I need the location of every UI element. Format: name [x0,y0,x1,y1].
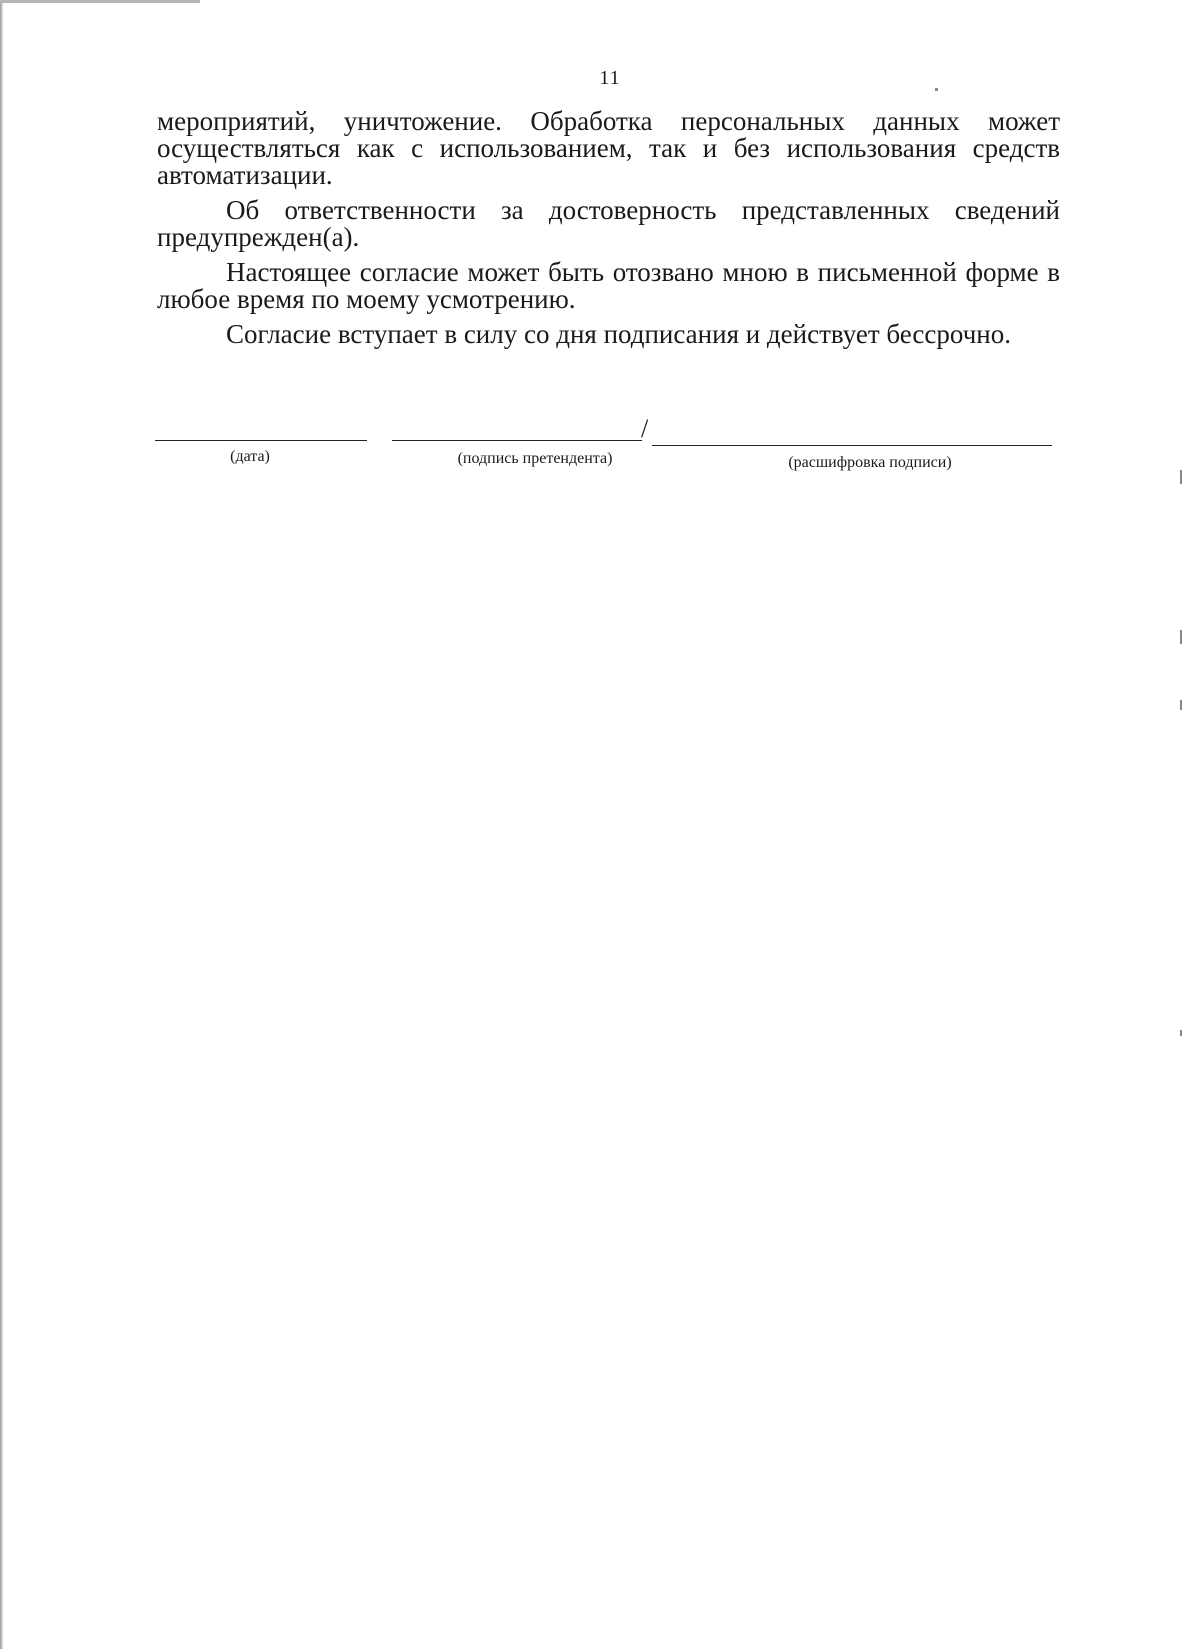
scan-speck [1180,700,1182,710]
date-caption: (дата) [230,448,270,465]
decryption-line [652,445,1052,446]
date-line [155,440,367,441]
scan-edge-artifact [0,0,200,3]
signature-separator: / [641,414,649,443]
body-text [157,108,1060,356]
page-number: 11 [599,67,621,89]
paragraph-processing: мероприятий, уничтожение. Обработка персональных данных может осуществляться как с использованием, так и без использования средств автоматизации. [157,106,1060,190]
scan-speck [1180,630,1182,644]
paragraph-validity: Согласие вступает в силу со дня подписания и действует бессрочно. [226,319,1011,349]
paragraph-revocation: Настоящее согласие может быть отозвано мною в письменной форме в любое время по моему усмотрению. [157,257,1060,314]
signature-line [392,440,642,441]
paragraph-responsibility: Об ответственности за достоверность представленных сведений предупрежден(а). [157,195,1060,252]
scan-edge-artifact [0,0,3,1649]
scan-speck [1180,1030,1182,1036]
signature-caption: (подпись претендента) [457,450,613,467]
scan-speck [1180,470,1182,484]
decryption-caption: (расшифровка подписи) [788,454,952,471]
